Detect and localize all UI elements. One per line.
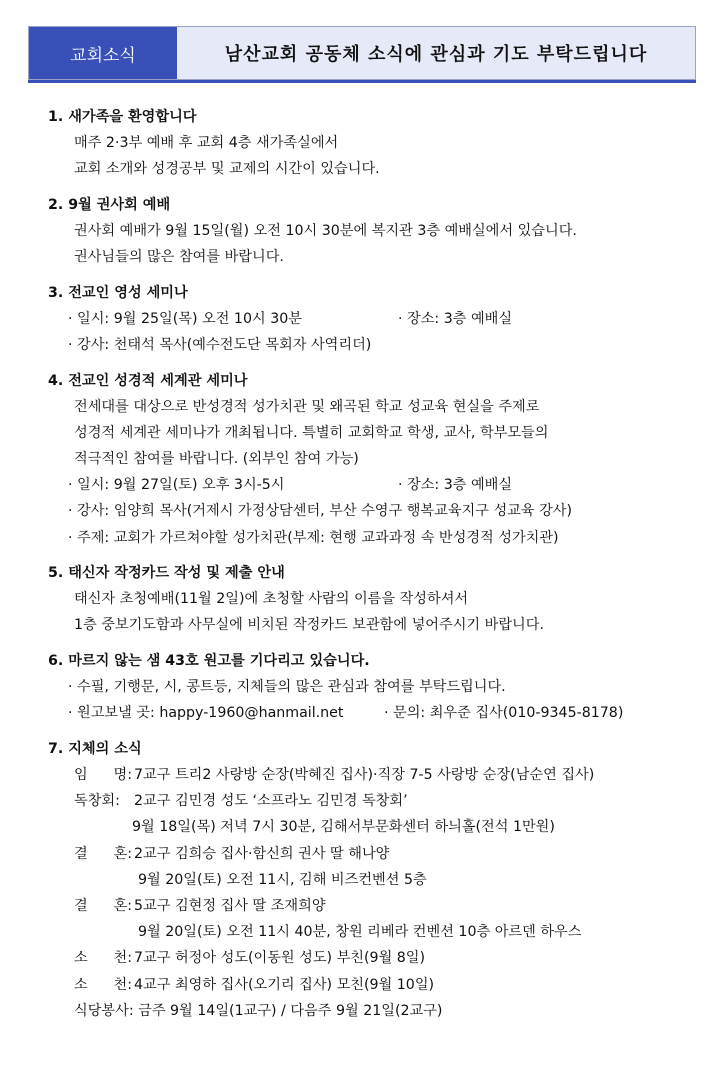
seminar-speaker: · 강사: 임양희 목사(거제시 가정상담센터, 부산 수영구 행복교육지구 성교육 강사): [68, 503, 573, 520]
section-text: 1층 중보기도함과 사무실에 비치된 작정카드 보관함에 넣어주시기 바랍니다.: [74, 617, 544, 634]
news-content: [48, 104, 708, 1033]
news-wedding: [48, 841, 708, 867]
section-manuscript: [48, 648, 708, 726]
seminar-where: · 장소: 3층 예배실: [398, 310, 513, 327]
seminar-topic: · 주제: 교회가 가르쳐야할 성가치관(부제: 현행 교과과정 속 반성경적 성가치관): [68, 529, 559, 546]
news-label: 임 명:: [74, 767, 132, 783]
news-text: 7교구 트리2 사랑방 순장(박혜진 집사)·직장 7-5 사랑방 순장(남순연 집사): [134, 767, 595, 783]
news-text: 7교구 허정아 성도(이동원 성도) 부친(9월 8일): [134, 950, 426, 967]
news-appointment: [48, 762, 708, 788]
manuscript-contact-row: [48, 700, 708, 726]
section-title: 3. 전교인 영성 세미나: [48, 284, 188, 301]
news-text: 4교구 최영하 집사(오기리 집사) 모친(9월 10일): [134, 976, 435, 993]
seminar-speaker: · 강사: 천태석 목사(예수전도단 목회자 사역리더): [68, 336, 372, 353]
section-text: 성경적 세계관 세미나가 개최됩니다. 특별히 교회학교 학생, 교사, 학부모들의: [74, 424, 549, 441]
section-title: 4. 전교인 성경적 세계관 세미나: [48, 372, 248, 389]
section-pledge-card: [48, 560, 708, 638]
seminar-schedule-row: [48, 306, 708, 332]
section-title: 7. 지체의 소식: [48, 741, 142, 757]
manuscript-email: · 원고보낼 곳: happy-1960@hanmail.net: [68, 705, 344, 722]
section-member-news: [48, 736, 708, 1024]
news-text: 5교구 김현정 집사 딸 조재희양: [134, 897, 326, 914]
news-detail: 9월 18일(목) 저녁 7시 30분, 김해서부문화센터 하늬홀(전석 1만원): [132, 819, 555, 836]
section-text: 매주 2·3부 예배 후 교회 4층 새가족실에서: [74, 135, 339, 151]
section-title: 6. 마르지 않는 샘 43호 원고를 기다리고 있습니다.: [48, 653, 370, 670]
news-label: 소 천:: [74, 976, 132, 993]
news-label: 소 천:: [74, 950, 132, 967]
news-passing: [48, 972, 708, 998]
seminar-where: · 장소: 3층 예배실: [398, 477, 513, 494]
section-text: 적극적인 참여를 바랍니다. (외부인 참여 가능): [74, 451, 359, 467]
header-tag: 교회소식: [29, 27, 177, 79]
seminar-when: · 일시: 9월 27일(토) 오후 3시-5시: [68, 477, 285, 494]
header-title: 남산교회 공동체 소식에 관심과 기도 부탁드립니다: [224, 44, 648, 65]
news-text: 2교구 김민경 성도 ‘소프라노 김민경 독창회’: [134, 793, 408, 810]
news-meal-service: 식당봉사: 금주 9월 14일(1교구) / 다음주 9월 21일(2교구): [74, 1002, 443, 1019]
news-text: 2교구 김희승 집사·함신희 권사 딸 해나양: [134, 845, 390, 862]
section-title: 5. 태신자 작정카드 작성 및 제출 안내: [48, 565, 285, 582]
news-detail: 9월 20일(토) 오전 11시 40분, 창원 리베라 컨벤션 10층 아르덴 하우스: [138, 924, 582, 941]
section-text: 태신자 초청예배(11월 2일)에 초청할 사람의 이름을 작성하셔서: [74, 591, 469, 608]
news-wedding: [48, 893, 708, 919]
section-title: 2. 9월 권사회 예배: [48, 196, 171, 213]
bulletin-header: [28, 26, 696, 80]
section-text: 전세대를 대상으로 반성경적 성가치관 및 왜곡된 학교 성교육 현실을 주제로: [74, 398, 540, 415]
header-divider: [28, 80, 696, 83]
seminar-schedule-row: [48, 472, 708, 498]
seminar-when: · 일시: 9월 25일(목) 오전 10시 30분: [68, 310, 302, 327]
section-title: 1. 새가족을 환영합니다: [48, 109, 197, 125]
section-spirituality-seminar: [48, 280, 708, 358]
news-passing: [48, 945, 708, 971]
news-recital: [48, 788, 708, 814]
news-detail: 9월 20일(토) 오전 11시, 김해 비즈컨벤션 5층: [138, 871, 427, 888]
news-label: 독창회:: [74, 793, 120, 810]
section-text: 권사회 예배가 9월 15일(월) 오전 10시 30분에 복지관 3층 예배실에서 있습니다.: [74, 222, 577, 239]
section-deaconess-worship: [48, 192, 708, 270]
news-label: 결 혼:: [74, 845, 132, 862]
news-label: 결 혼:: [74, 897, 132, 914]
section-text: 권사님들의 많은 참여를 바랍니다.: [74, 249, 284, 266]
section-new-family: [48, 104, 708, 182]
section-worldview-seminar: [48, 368, 708, 551]
section-text: 교회 소개와 성경공부 및 교제의 시간이 있습니다.: [74, 161, 380, 178]
manuscript-text: · 수필, 기행문, 시, 콩트등, 지체들의 많은 관심과 참여를 부탁드립니다.: [68, 679, 506, 696]
manuscript-contact: · 문의: 최우준 집사(010-9345-8178): [384, 705, 624, 722]
